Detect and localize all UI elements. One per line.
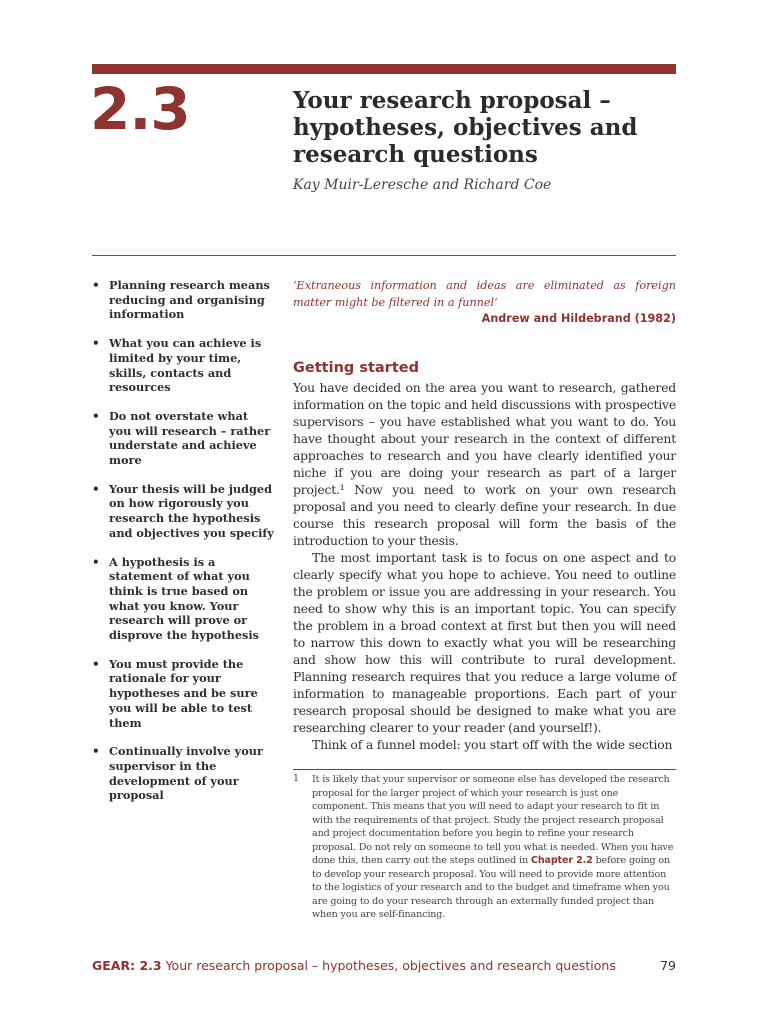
epigraph-attribution: Andrew and Hildebrand (1982) bbox=[481, 312, 676, 325]
key-point: • Do not overstate what you will research – rather understate and achieve more bbox=[92, 409, 274, 468]
header-rule bbox=[92, 64, 676, 74]
key-point: • Planning research means reducing and organising information bbox=[92, 278, 274, 322]
footnote-text-before: It is likely that your supervisor or someone else has developed the research proposal for the larger project of which your research is just one component. This means that you will need to adapt your research to fit in with the requirements of that project. Study the project research proposal and project documentation before you begin to refine your research proposal. Do not rely on someone to tell you what is needed. When you have done this, then carry out the steps outlined in bbox=[312, 774, 674, 866]
section-heading: Getting started bbox=[293, 360, 419, 376]
key-point: • Continually involve your supervisor in the development of your proposal bbox=[92, 744, 274, 803]
footnote-number: 1 bbox=[293, 773, 300, 784]
key-point: • Your thesis will be judged on how rigorously you research the hypothesis and objectives you specify bbox=[92, 482, 274, 541]
body-paragraph: You have decided on the area you want to research, gathered information on the topic and held discussions with prospective supervisors – you have established what you want to do. You have thought about your research in the context of different approaches to research and you have clearly identified your niche if you are doing your research as part of a larger project.¹ Now you need to work on your own research proposal and you need to clearly define your research. In due course this research proposal will form the basis of the introduction to your thesis. bbox=[293, 380, 676, 548]
key-points-sidebar bbox=[92, 278, 274, 817]
footnote-divider bbox=[293, 769, 676, 770]
body-text bbox=[293, 379, 676, 753]
body-paragraph: Think of a funnel model: you start off with the wide section bbox=[312, 737, 673, 752]
key-point: • A hypothesis is a statement of what you think is true based on what you know. Your research will prove or disprove the hypothesis bbox=[92, 555, 274, 643]
key-point: • You must provide the rationale for your hypotheses and be sure you will be able to test them bbox=[92, 657, 274, 731]
chapter-number: 2.3 bbox=[90, 75, 190, 143]
body-paragraph: The most important task is to focus on one aspect and to clearly specify what you hope to achieve. You need to outline the problem or issue you are addressing in your research. You need to show why this is an important topic. You can specify the problem in a broad context at first but then you will need to narrow this down to exactly what you will be researching and show how this will contribute to rural development. Planning research requires that you reduce a large volume of information to manageable proportions. Each part of your research proposal should be designed to make what you are researching clearer to your reader (and yourself!). bbox=[293, 550, 676, 735]
footnote-text-after: before going on to develop your research proposal. You will need to provide more attention to the logistics of your research and to the budget and timeframe when you are going to do your research through an externally funded project than when you are self-financing. bbox=[312, 855, 671, 920]
epigraph-quote: ‘Extraneous information and ideas are eliminated as foreign matter might be filtered in a funnel’ bbox=[293, 279, 676, 309]
footer-gear-label: GEAR: 2.3 bbox=[92, 958, 162, 973]
chapter-authors: Kay Muir-Leresche and Richard Coe bbox=[293, 177, 552, 193]
page-number: 79 bbox=[660, 958, 676, 973]
chapter-link[interactable]: Chapter 2.2 bbox=[530, 855, 593, 866]
footer-title: Your research proposal – hypotheses, objectives and research questions bbox=[165, 958, 616, 973]
footnote-text bbox=[312, 773, 676, 922]
footnote bbox=[293, 773, 676, 922]
header-divider bbox=[92, 255, 676, 256]
chapter-title: Your research proposal – hypotheses, objectives and research questions bbox=[293, 87, 638, 168]
key-point: • What you can achieve is limited by your time, skills, contacts and resources bbox=[92, 336, 274, 395]
page-footer bbox=[92, 958, 676, 973]
